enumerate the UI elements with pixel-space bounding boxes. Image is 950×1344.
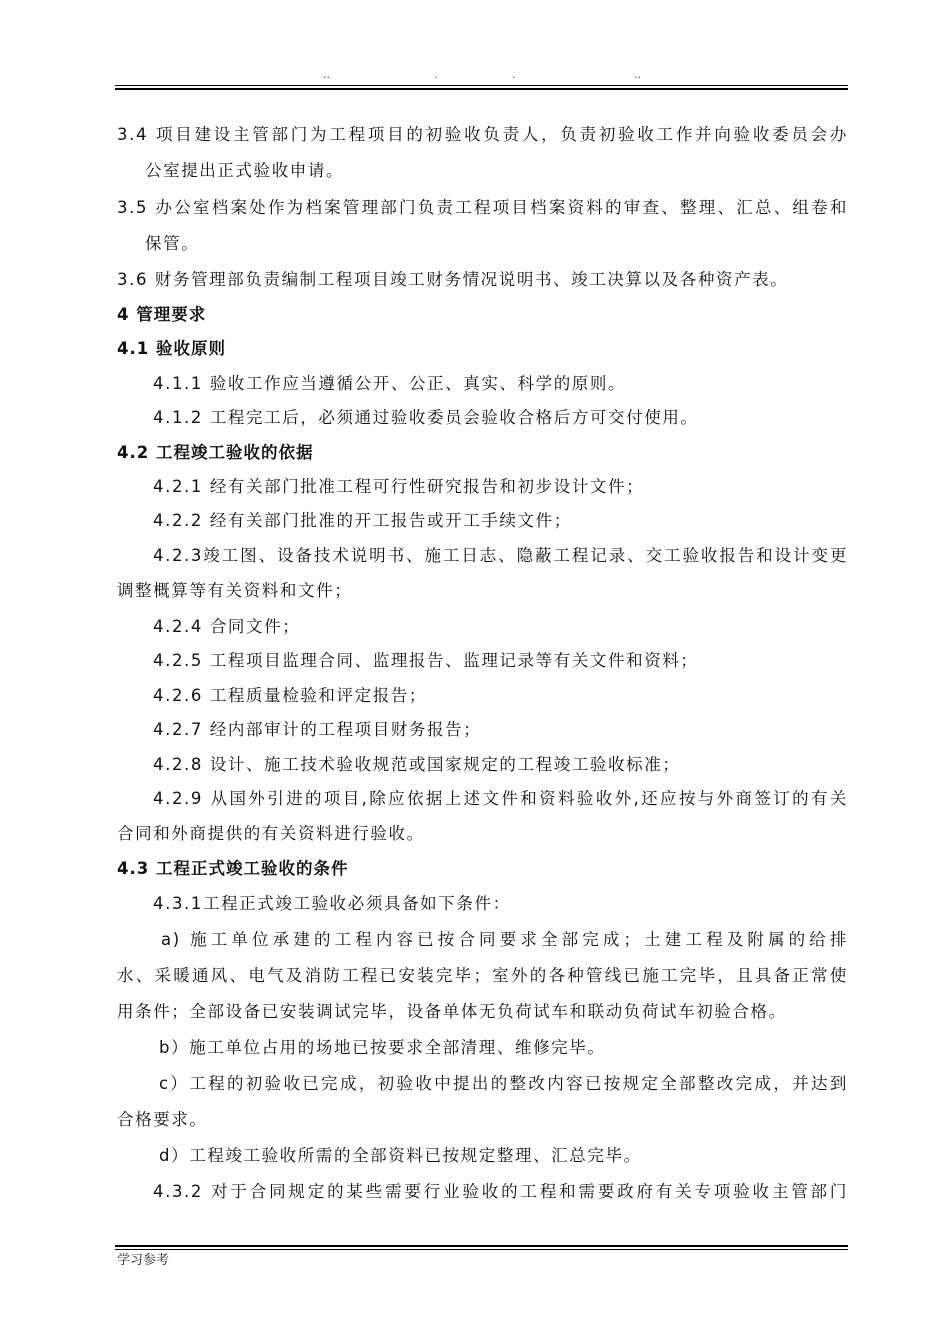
- paragraph-line: 3.5 办公室档案处作为档案管理部门负责工程项目档案资料的审查、整理、汇总、组卷和: [117, 198, 848, 217]
- paragraph-line: 合格要求。: [117, 1110, 208, 1129]
- header-mark: .: [434, 68, 438, 81]
- paragraph-line: 公室提出正式验收申请。: [145, 161, 345, 180]
- header-mark: ..: [634, 68, 641, 81]
- paragraph-line: 4.1.2 工程完工后，必须通过验收委员会验收合格后方可交付使用。: [153, 408, 699, 427]
- header-rule: [115, 85, 848, 86]
- paragraph-line: b）施工单位占用的场地已按要求全部清理、维修完毕。: [159, 1038, 606, 1057]
- paragraph-line: 4.2.1 经有关部门批准工程可行性研究报告和初步设计文件；: [153, 477, 645, 496]
- paragraph-line: 保管。: [145, 234, 200, 253]
- footer-rule: [115, 1245, 848, 1247]
- section-heading: 4.3 工程正式竣工验收的条件: [117, 859, 349, 878]
- paragraph-line: 4.2.5 工程项目监理合同、监理报告、监理记录等有关文件和资料；: [153, 651, 699, 670]
- header-mark: .: [512, 68, 516, 81]
- paragraph-line: d）工程竣工验收所需的全部资料已按规定整理、汇总完毕。: [159, 1146, 642, 1165]
- paragraph-line: 4.2.3竣工图、设备技术说明书、施工日志、隐蔽工程记录、交工验收报告和设计变更: [153, 546, 848, 565]
- section-heading: 4 管理要求: [117, 305, 207, 324]
- paragraph-line: 4.2.4 合同文件；: [153, 617, 301, 636]
- paragraph-line: 用条件；全部设备已安装调试完毕，设备单体无负荷试车和联动负荷试车初验合格。: [117, 1002, 787, 1021]
- paragraph-line: 4.3.1工程正式竣工验收必须具备如下条件：: [153, 894, 511, 913]
- paragraph-line: 4.2.7 经内部审计的工程项目财务报告；: [153, 720, 482, 739]
- paragraph-line: 4.3.2 对于合同规定的某些需要行业验收的工程和需要政府有关专项验收主管部门: [153, 1182, 848, 1201]
- paragraph-line: 4.2.9 从国外引进的项目,除应依据上述文件和资料验收外,还应按与外商签订的有关: [153, 789, 848, 808]
- section-heading: 4.1 验收原则: [117, 339, 226, 358]
- paragraph-line: 调整概算等有关资料和文件；: [117, 581, 353, 600]
- page-header: [0, 68, 950, 82]
- header-mark: ..: [323, 68, 330, 81]
- paragraph-line: 3.4 项目建设主管部门为工程项目的初验收负责人，负责初验收工作并向验收委员会办: [117, 125, 848, 144]
- paragraph-line: c）工程的初验收已完成，初验收中提出的整改内容已按规定全部整改完成，并达到: [159, 1074, 848, 1093]
- section-heading: 4.2 工程竣工验收的依据: [117, 443, 314, 462]
- footer-rule: [115, 1249, 848, 1250]
- paragraph-line: 4.1.1 验收工作应当遵循公开、公正、真实、科学的原则。: [153, 374, 627, 393]
- paragraph-line: 水、采暖通风、电气及消防工程已安装完毕；室外的各种管线已施工完毕，且具备正常使: [117, 966, 848, 985]
- paragraph-line: 合同和外商提供的有关资料进行验收。: [117, 824, 425, 843]
- paragraph-line: 3.6 财务管理部负责编制工程项目竣工财务情况说明书、竣工决算以及各种资产表。: [117, 270, 789, 289]
- paragraph-line: 4.2.6 工程质量检验和评定报告；: [153, 686, 428, 705]
- paragraph-line: 4.2.8 设计、施工技术验收规范或国家规定的工程竣工验收标准；: [153, 755, 681, 774]
- paragraph-line: 4.2.2 经有关部门批准的开工报告或开工手续文件；: [153, 511, 572, 530]
- page-footer: 学习参考: [117, 1253, 170, 1268]
- header-rule: [115, 88, 848, 90]
- paragraph-line: a) 施工单位承建的工程内容已按合同要求全部完成；土建工程及附属的给排: [161, 930, 848, 949]
